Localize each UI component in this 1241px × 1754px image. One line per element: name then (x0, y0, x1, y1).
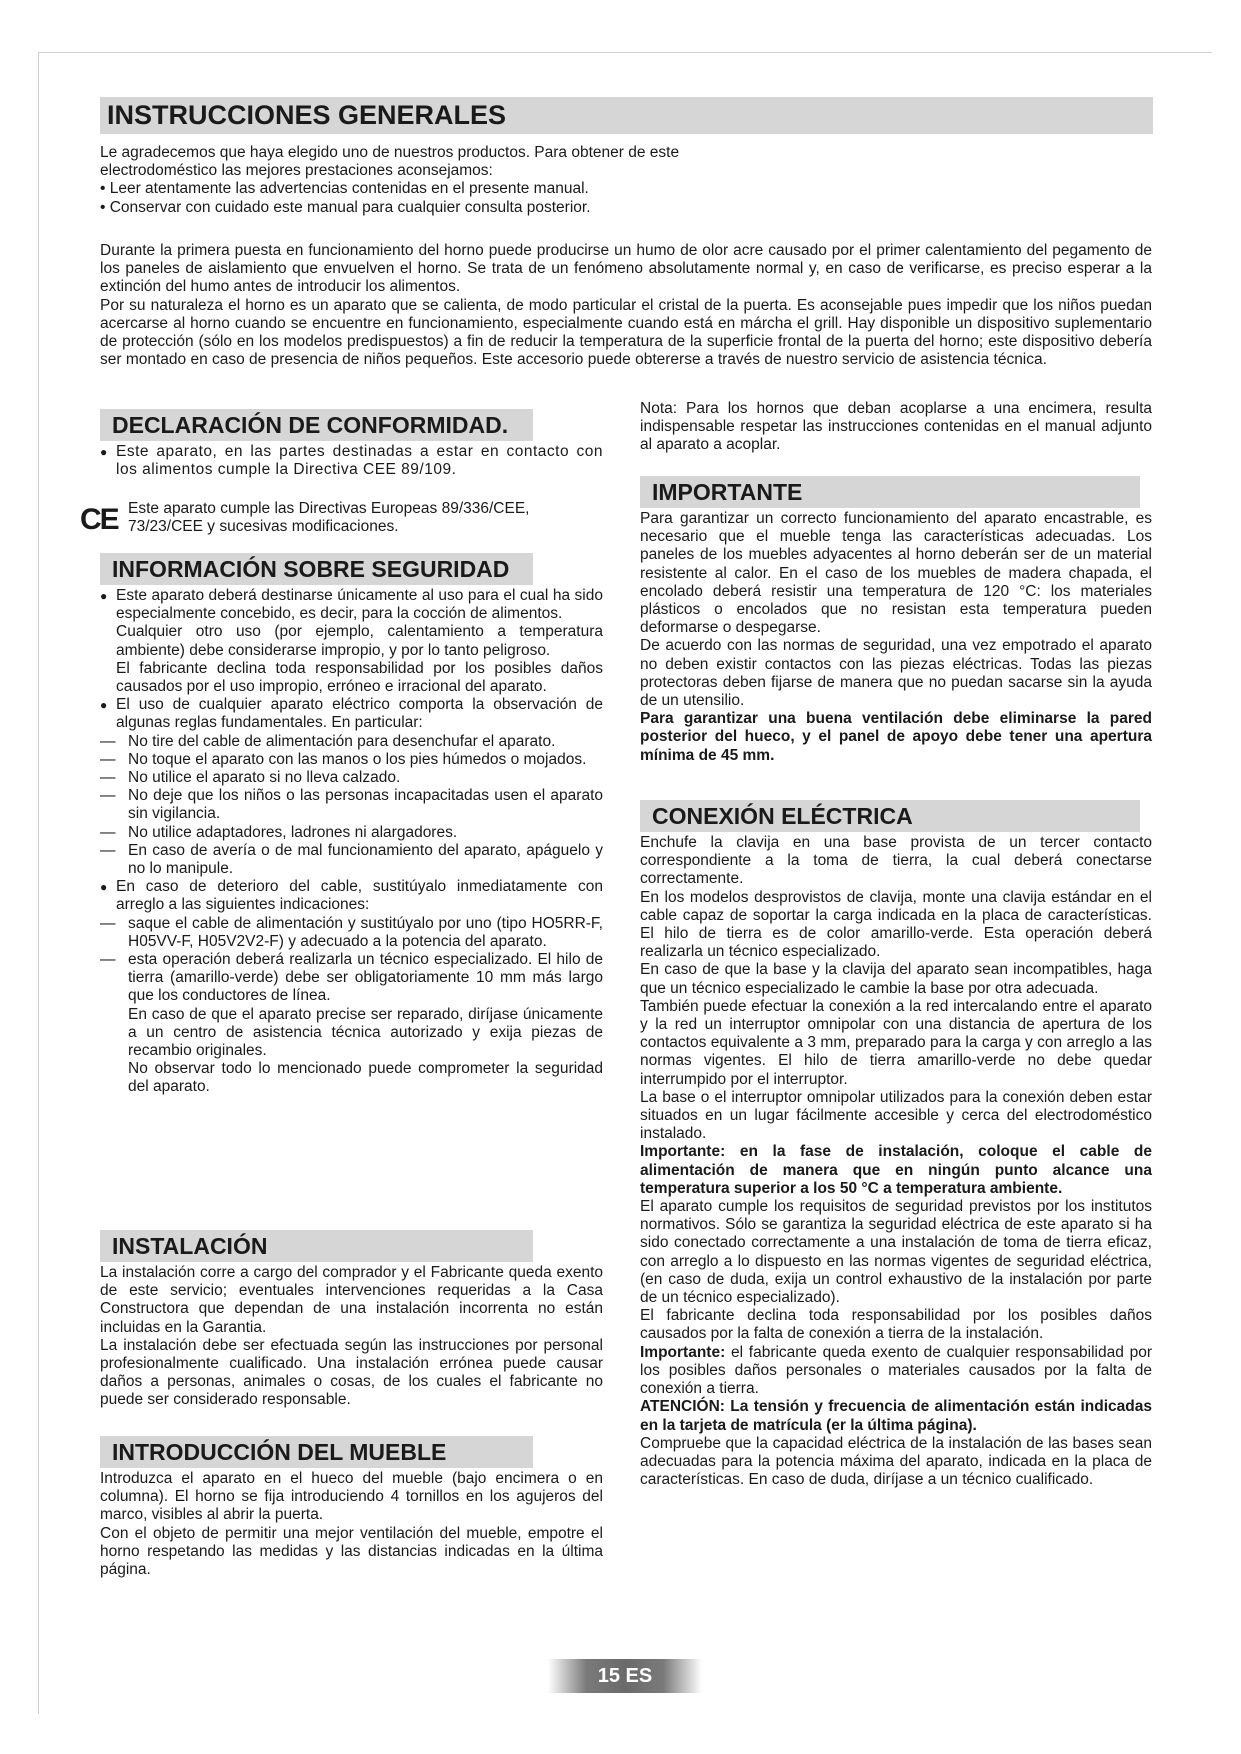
paragraph: Importante: en la fase de instalación, coloque el cable de alimentación de manera que en ningún punto alcance una temperatura superior a los 50 °C a temperatura ambiente. (640, 1143, 1152, 1197)
seguridad-block (100, 587, 603, 1097)
intro-line: • Leer atentamente las advertencias contenidas en el presente manual. (100, 180, 589, 198)
page-title: INSTRUCCIONES GENERALES (100, 97, 1153, 134)
paragraph: La instalación debe ser efectuada según las instrucciones por personal profesionalmente cualificado. Una instalación errónea puede causar daños a personas, animales o cosas, de los cuales el fabricante no puede ser considerado responsable. (100, 1336, 603, 1409)
ce-text (128, 500, 603, 536)
intro-line: • Conservar con cuidado este manual para cualquier consulta posterior. (100, 198, 591, 216)
general-paragraph (100, 242, 1152, 369)
paragraph: Enchufe la clavija en una base provista de un tercer contacto correspondiente a la toma de tierra, la cual deberá conectarse correctamente. (640, 834, 1152, 888)
paragraph: Importante: el fabricante queda exento de cualquier responsabilidad por los posibles daños personales o materiales causados por la falta de conexión a tierra. (640, 1343, 1152, 1398)
section-heading-declaracion: DECLARACIÓN DE CONFORMIDAD. (100, 409, 533, 441)
importante-block (640, 510, 1152, 765)
mueble-block (100, 1470, 603, 1579)
page-number: 15 ES (548, 1659, 702, 1693)
paragraph: Durante la primera puesta en funcionamiento del horno puede producirse un humo de olor acre causado por el primer calentamiento del pegamento de los paneles de aislamiento que envuelven el horno. Se trata de un fenómeno absolutamente normal y, en caso de verificarse, es preciso esperar a la extinción del humo antes de introducir los alimentos. (100, 242, 1152, 296)
paragraph: Para garantizar una buena ventilación debe eliminarse la pared posterior del hueco, y el panel de apoyo debe tener una apertura mínima de 45 mm. (640, 710, 1152, 764)
intro-line: Le agradecemos que haya elegido uno de nuestros productos. Para obtener de este (100, 144, 680, 161)
declaracion-bullet (100, 443, 603, 479)
conexion-block (640, 834, 1152, 1489)
section-heading-instalacion: INSTALACIÓN (100, 1230, 533, 1262)
nota: Nota: Para los hornos que deban acoplarse a una encimera, resulta indispensable respetar las instrucciones contenidas en el manual adjunto al aparato a acoplar. (640, 400, 1152, 454)
paragraph: En los modelos desprovistos de clavija, monte una clavija estándar en el cable capaz de soportar la carga indicada en la placa de características. El hilo de tierra es de color amarillo-verde. Esta operación deberá realizarla un técnico especializado. (640, 888, 1152, 961)
dash-item: — saque el cable de alimentación y sustitúyalo por uno (tipo HO5RR-F, H05VV-F, H05V2V2-F) y adecuado a la potencia del aparato. (100, 914, 603, 950)
intro-block (100, 144, 800, 217)
paragraph: No observar todo lo mencionado puede comprometer la seguridad del aparato. (128, 1060, 603, 1096)
paragraph: ATENCIÓN: La tensión y frecuencia de alimentación están indicadas en la tarjeta de matrícula (er la última página). (640, 1398, 1152, 1434)
dash-item: — No tire del cable de alimentación para desenchufar el aparato. (100, 732, 556, 750)
paragraph: Para garantizar un correcto funcionamiento del aparato encastrable, es necesario que el mueble tenga las características adecuadas. Los paneles de los muebles adyacentes al horno deberán ser de un material resistente al calor. En el caso de los muebles de madera chapada, el encolado deberá resistir una temperatura de 120 °C: los materiales plásticos o encolados que no resistan esta temperatura pueden deformarse o despegarse. (640, 510, 1152, 637)
paragraph: El fabricante declina toda responsabilidad por los posibles daños causados por el uso impropio, erróneo e irracional del aparato. (116, 659, 603, 696)
dash-item: — No deje que los niños o las personas incapacitadas usen el aparato sin vigilancia. (100, 787, 603, 823)
paragraph: El aparato cumple los requisitos de seguridad previstos por los institutos normativos. Sólo se garantiza la seguridad eléctrica de este aparato si ha sido conectado correctamente a una instalación de toma de tierra eficaz, con arreglo a lo dispuesto en las normas vigentes de seguridad eléctrica, (en caso de duda, exija un control exhaustivo de la instalación por parte de un técnico especializado). (640, 1198, 1152, 1307)
dash-item: — esta operación deberá realizarla un técnico especializado. El hilo de tierra (amarillo-verde) debe ser obligatoriamente 10 mm más largo que los conductores de línea. (100, 951, 603, 1005)
nota-block (640, 400, 1152, 455)
dash-item: — No utilice adaptadores, ladrones ni alargadores. (100, 823, 458, 841)
paragraph: Introduzca el aparato en el hueco del mueble (bajo encimera o en columna). El horno se fija introduciendo 4 tornillos en los agujeros del marco, visibles al abrir la puerta. (100, 1470, 603, 1524)
dash-item: — No utilice el aparato si no lleva calzado. (100, 769, 401, 787)
ce-mark-icon: CE (80, 503, 118, 536)
section-heading-mueble: INTRODUCCIÓN DEL MUEBLE (100, 1436, 533, 1468)
paragraph: En caso de que el aparato precise ser reparado, diríjase únicamente a un centro de asistencia técnica autorizado y exija piezas de recambio originales. (128, 1005, 603, 1060)
paragraph: De acuerdo con las normas de seguridad, una vez empotrado el aparato no deben existir contactos con las piezas eléctricas. Todas las piezas protectoras deben fijarse de manera que no puedan sacarse sin la ayuda de un utensilio. (640, 637, 1152, 710)
paragraph: El fabricante declina toda responsabilidad por los posibles daños causados por la falta de conexión a tierra de la instalación. (640, 1307, 1152, 1343)
paragraph: Cualquier otro uso (por ejemplo, calentamiento a temperatura ambiente) debe considerarse impropio, y por lo tanto peligroso. (116, 623, 603, 659)
paragraph: Compruebe que la capacidad eléctrica de la instalación de las bases sean adecuadas para la potencia máxima del aparato, indicada en la placa de características. En caso de duda, diríjase a un técnico cualificado. (640, 1434, 1152, 1489)
page-border-top (38, 52, 1212, 53)
bullet-item: ● Este aparato, en las partes destinadas a estar en contacto con los alimentos cumple la Directiva CEE 89/109. (100, 443, 603, 479)
ce-statement: Este aparato cumple las Directivas Europeas 89/336/CEE, 73/23/CEE y sucesivas modificaciones. (128, 500, 530, 536)
dash-item: — En caso de avería o de mal funcionamiento del aparato, apáguelo y no lo manipule. (100, 841, 603, 878)
section-heading-seguridad: INFORMACIÓN SOBRE SEGURIDAD (100, 553, 533, 585)
page-border-left (38, 52, 39, 1714)
dash-item: — No toque el aparato con las manos o los pies húmedos o mojados. (100, 750, 587, 768)
section-heading-conexion: CONEXIÓN ELÉCTRICA (640, 800, 1140, 832)
bullet-item: ● En caso de deterioro del cable, sustitúyalo inmediatamente con arreglo a las siguientes indicaciones: (100, 878, 603, 914)
instalacion-block (100, 1264, 603, 1410)
paragraph: En caso de que la base y la clavija del aparato sean incompatibles, haga que un técnico especializado le cambie la base por otra adecuada. (640, 961, 1152, 997)
intro-line: electrodoméstico las mejores prestaciones aconsejamos: (100, 162, 493, 180)
bullet-item: ● El uso de cualquier aparato eléctrico comporta la observación de algunas reglas fundamentales. En particular: (100, 696, 603, 732)
bullet-item: ● Este aparato deberá destinarse únicamente al uso para el cual ha sido especialmente concebido, es decir, para la cocción de alimentos. (100, 587, 603, 623)
paragraph: También puede efectuar la conexión a la red intercalando entre el aparato y la red un interruptor omnipolar con una distancia de apertura de los contactos equivalente a 3 mm, preparado para la carga y con arreglo a las normas vigentes. El hilo de tierra amarillo-verde no debe quedar interrumpido por el interruptor. (640, 997, 1152, 1088)
section-heading-importante: IMPORTANTE (640, 476, 1140, 508)
paragraph: La base o el interruptor omnipolar utilizados para la conexión deben estar situados en un lugar fácilmente accesible y cerca del electrodoméstico instalado. (640, 1088, 1152, 1143)
paragraph: Por su naturaleza el horno es un aparato que se calienta, de modo particular el cristal de la puerta. Es aconsejable pues impedir que los niños puedan acercarse al horno cuando se encuentre en funcionamiento, especialmente cuando está en márcha el grill. Hay disponible un dispositivo suplementario de protección (sólo en los modelos predispuestos) a fin de reducir la temperatura de la superficie frontal de la puerta del horno; este dispositivo debería ser montado en caso de presencia de niños pequeños. Este accesorio puede obtererse a través de nuestro servicio de asistencia técnica. (100, 296, 1152, 369)
paragraph: La instalación corre a cargo del comprador y el Fabricante queda exento de este servicio; eventuales intervenciones requeridas a la Casa Constructora que dependan de una instalación incorrenta no están incluidas en la Garantia. (100, 1264, 603, 1336)
paragraph: Con el objeto de permitir una mejor ventilación del mueble, empotre el horno respetando las medidas y las distancias indicadas en la última página. (100, 1524, 603, 1579)
